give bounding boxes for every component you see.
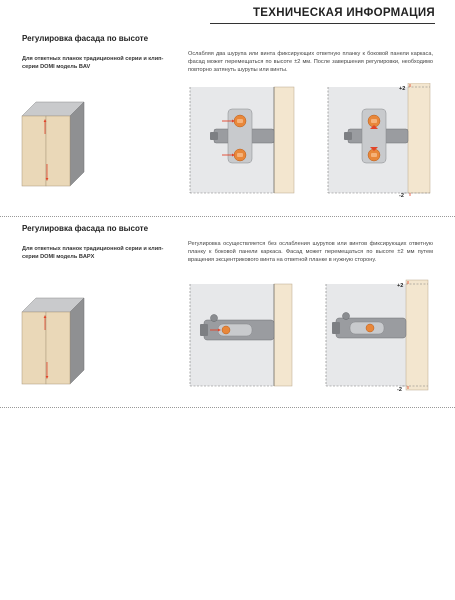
page-title: ТЕХНИЧЕСКАЯ ИНФОРМАЦИЯ <box>252 7 435 19</box>
minus-2-mark: -2 <box>397 387 402 393</box>
cabinet-illustration <box>18 98 88 188</box>
section-description: Ослабляя два шурупа или винта фиксирующих ответную планку к боковой панели каркаса, фасад может перемещаться по высоте ±2 мм. После завершения регулировки, необходимо повторно затянуть шурупы или винты. <box>188 51 433 73</box>
section-subtitle: Для ответных планок традиционной серии и клип-серии DOMI модель BAPX <box>22 246 164 260</box>
section-bapx <box>0 218 455 408</box>
hinge-diagram-eccentric-adjusted <box>322 278 438 394</box>
section-description: Регулировка осуществляется без ослабления шурупов или винтов фиксирующих ответную планку к боковой панели каркаса. Фасад может перемещаться по высоте ±2 мм путем вращения эксцентрикового винта на ответной планке в нужную сторону. <box>188 241 433 263</box>
section-subtitle: Для ответных планок традиционной серии и клип-серии DOMI модель BAV <box>22 56 164 70</box>
section-divider <box>0 407 455 408</box>
section-title: Регулировка фасада по высоте <box>22 34 149 43</box>
plus-2-mark: +2 <box>397 283 404 289</box>
cabinet-illustration <box>18 294 88 386</box>
hinge-diagram-adjusted <box>326 83 438 199</box>
page-header <box>0 0 455 28</box>
hinge-diagram-loose-screws <box>188 85 296 197</box>
header-rule <box>210 23 435 24</box>
section-title: Регулировка фасада по высоте <box>22 224 149 233</box>
section-bav <box>0 28 455 217</box>
section-divider <box>0 216 455 217</box>
plus-2-mark: +2 <box>399 86 406 92</box>
hinge-diagram-eccentric <box>188 282 294 390</box>
minus-2-mark: -2 <box>399 193 404 199</box>
